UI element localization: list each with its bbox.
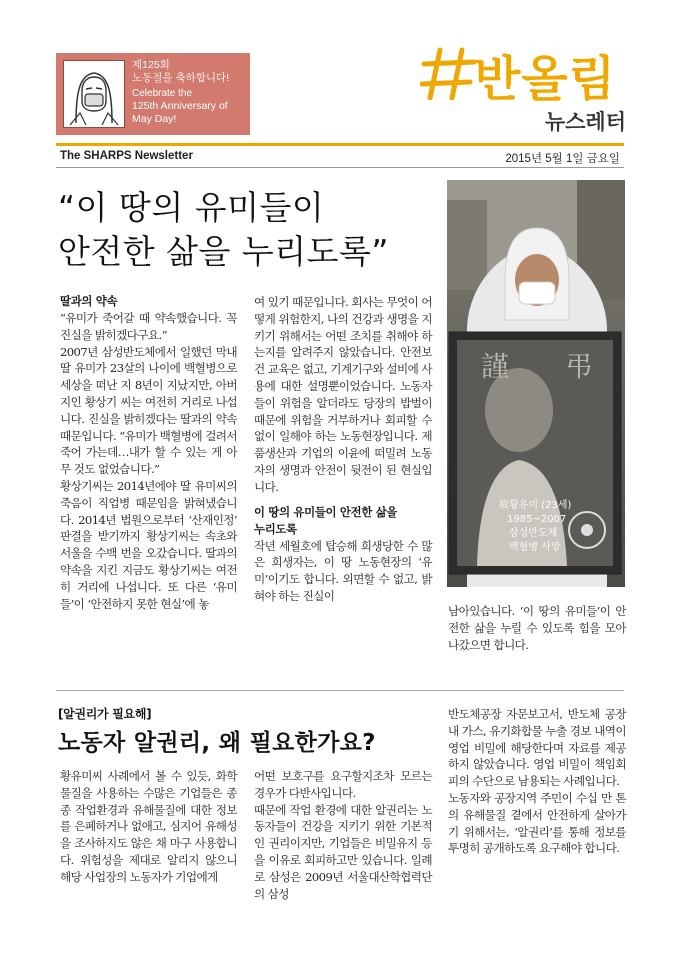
photo-caption-2: 1985~2007 — [507, 514, 567, 525]
article1-column-2 — [254, 294, 432, 605]
article2-tag: [알권리가 필요해] — [58, 707, 152, 721]
brand-subtitle: 뉴스레터 — [544, 110, 626, 134]
article2-headline: 노동자 알권리, 왜 필요한가요? — [58, 730, 376, 756]
header-divider — [56, 167, 624, 168]
newsletter-name: The SHARPS Newsletter — [60, 150, 193, 162]
banner-text — [132, 59, 229, 126]
protest-photo — [447, 180, 625, 587]
banner-en-2: 125th Anniversary of — [132, 100, 228, 112]
brand-logo — [420, 40, 630, 107]
brand-name: 반올림 — [474, 51, 617, 107]
article1-column-3 — [448, 603, 626, 653]
photo-caption-3: 삼성반도체 — [509, 528, 558, 539]
article2-paragraph: 노동자와 공장지역 주민이 수십 만 톤의 유해물질 곁에서 안전하게 살아가기 위해서는, ‘알권리’를 통해 정보를 투명히 공개하도록 요구해야 합니다. — [448, 790, 626, 856]
article2-column-2 — [254, 768, 432, 902]
article1-paragraph: 남아있습니다. ‘이 땅의 유미들’이 안전한 삶을 누릴 수 있도록 힘을 모아 나갔으면 합니다. — [448, 604, 626, 652]
worker-illustration — [63, 60, 125, 128]
photo-caption-4: 백혈병 사망 — [509, 542, 561, 553]
article2-paragraph: 반도체공장 자문보고서, 반도체 공장 내 가스, 유기화합물 누출 경보 내역이 영업 비밀에 해당한다며 자료를 제공하지 않았습니다. 영업 비밀이 책임회피의 수단으로 남용되는 사례입니다. — [448, 707, 626, 789]
banner-en-1: Celebrate the — [132, 88, 193, 99]
header-rule — [56, 143, 624, 146]
article2-paragraph: 때문에 작업 환경에 대한 알권리는 노동자들이 건강을 지키기 위한 기본적인 권리이지만, 기업들은 비밀유지 등을 이유로 회피하고만 있습니다. 일례로 삼성은 2009년 서울대산학협력단의 삼성 — [254, 802, 432, 901]
anniversary-banner — [56, 53, 250, 135]
sign-char-right: 弔 — [565, 350, 594, 383]
article1-paragraph: 2007년 삼성반도체에서 일했던 막내딸 유미가 23살의 나이에 백혈병으로 세상을 떠난 지 8년이 지났지만, 아버지인 황상기 씨는 여전히 거리로 나섭니다. 진실을 밝히겠다는 딸과의 약속 때문입니다. “유미가 백혈병에 걸려서 죽어 가는데…내가 할 수 있는 게 아무 것도 없었습니다.” — [60, 344, 237, 477]
section-divider — [56, 690, 624, 691]
article1-subhead-line-1: 이 땅의 유미들이 안전한 삶을 — [254, 504, 398, 519]
article2-column-1 — [60, 768, 237, 886]
article1-subhead-promise: 딸과의 약속 — [60, 294, 118, 308]
issue-date: 2015년 5월 1일 금요일 — [505, 153, 620, 165]
sign-char-left: 謹 — [481, 350, 510, 383]
banner-line-1: 제125회 — [132, 59, 170, 71]
article1-column-1 — [60, 293, 237, 612]
article2-paragraph: 어떤 보호구를 요구할지조차 모르는 경우가 다반사입니다. — [254, 769, 432, 800]
headline-line-1: “이 땅의 유미들이 — [58, 188, 325, 227]
article2-paragraph: 황유미씨 사례에서 볼 수 있듯, 화학물질을 사용하는 수많은 기업들은 종종 작업환경과 유해물질에 대한 정보를 은폐하거나 없애고, 심지어 유해성을 조사하지도 않은 채 마구 사용합니다. 위험성을 제대로 알리지 않으니 해당 사업장의 노동자가 기업에게 — [60, 769, 237, 884]
article1-subhead-line-2: 누리도록 — [254, 521, 297, 536]
hash-icon — [420, 46, 478, 100]
article1-paragraph: 여 있기 때문입니다. 회사는 무엇이 어떻게 위험한지, 나의 건강과 생명을 지키기 위해서는 어떤 조치를 취해야 하는지를 알려주지 않았습니다. 안전보건 교육은 없고, 기계기구와 설비에 사용에 대한 설명뿐이었습니다. 노동자들이 위험을 알더라도 당장의 밥벌이 때문에 위험을 거부하거나 회피할 수 없이 일해야 하는 노동현장입니다. 제품생산과 기업의 이윤에 떠밀려 노동자의 생명과 안전이 뒷전이 된 현실입니다. — [254, 295, 432, 494]
article1-paragraph: 황상기씨는 2014년에야 딸 유미씨의 죽음이 직업병 때문임을 밝혀냈습니다. 2014년 법원으로부터 ‘산재인정’ 판결을 받기까지 황상기씨는 속초와 서울을 수백 번을 오갔습니다. 딸과의 약속을 지킨 지금도 황상기씨는 여전히 거리에 나섭니다. 또 다른 ‘유미들’이 ‘안전하지 못한 현실’에 놓 — [60, 478, 237, 611]
banner-en-3: May Day! — [132, 113, 177, 125]
headline-line-2: 안전한 삶을 누리도록” — [58, 232, 389, 271]
article1-paragraph: “유미가 죽어갈 때 약속했습니다. 꼭 진실을 밝히겠다구요.” — [60, 311, 237, 342]
main-headline — [58, 186, 389, 274]
photo-caption-1: 故황유미 (23세) — [499, 500, 572, 511]
article1-subhead-safe-life — [254, 504, 432, 538]
article1-paragraph: 작년 세월호에 탑승해 희생당한 수 많은 희생자는, 이 땅 노동현장의 ‘유미’이기도 합니다. 외면할 수 없고, 밝혀야 하는 진실이 — [254, 538, 432, 603]
article2-column-3 — [448, 706, 626, 857]
banner-line-2: 노동절을 축하합니다! — [132, 72, 230, 84]
